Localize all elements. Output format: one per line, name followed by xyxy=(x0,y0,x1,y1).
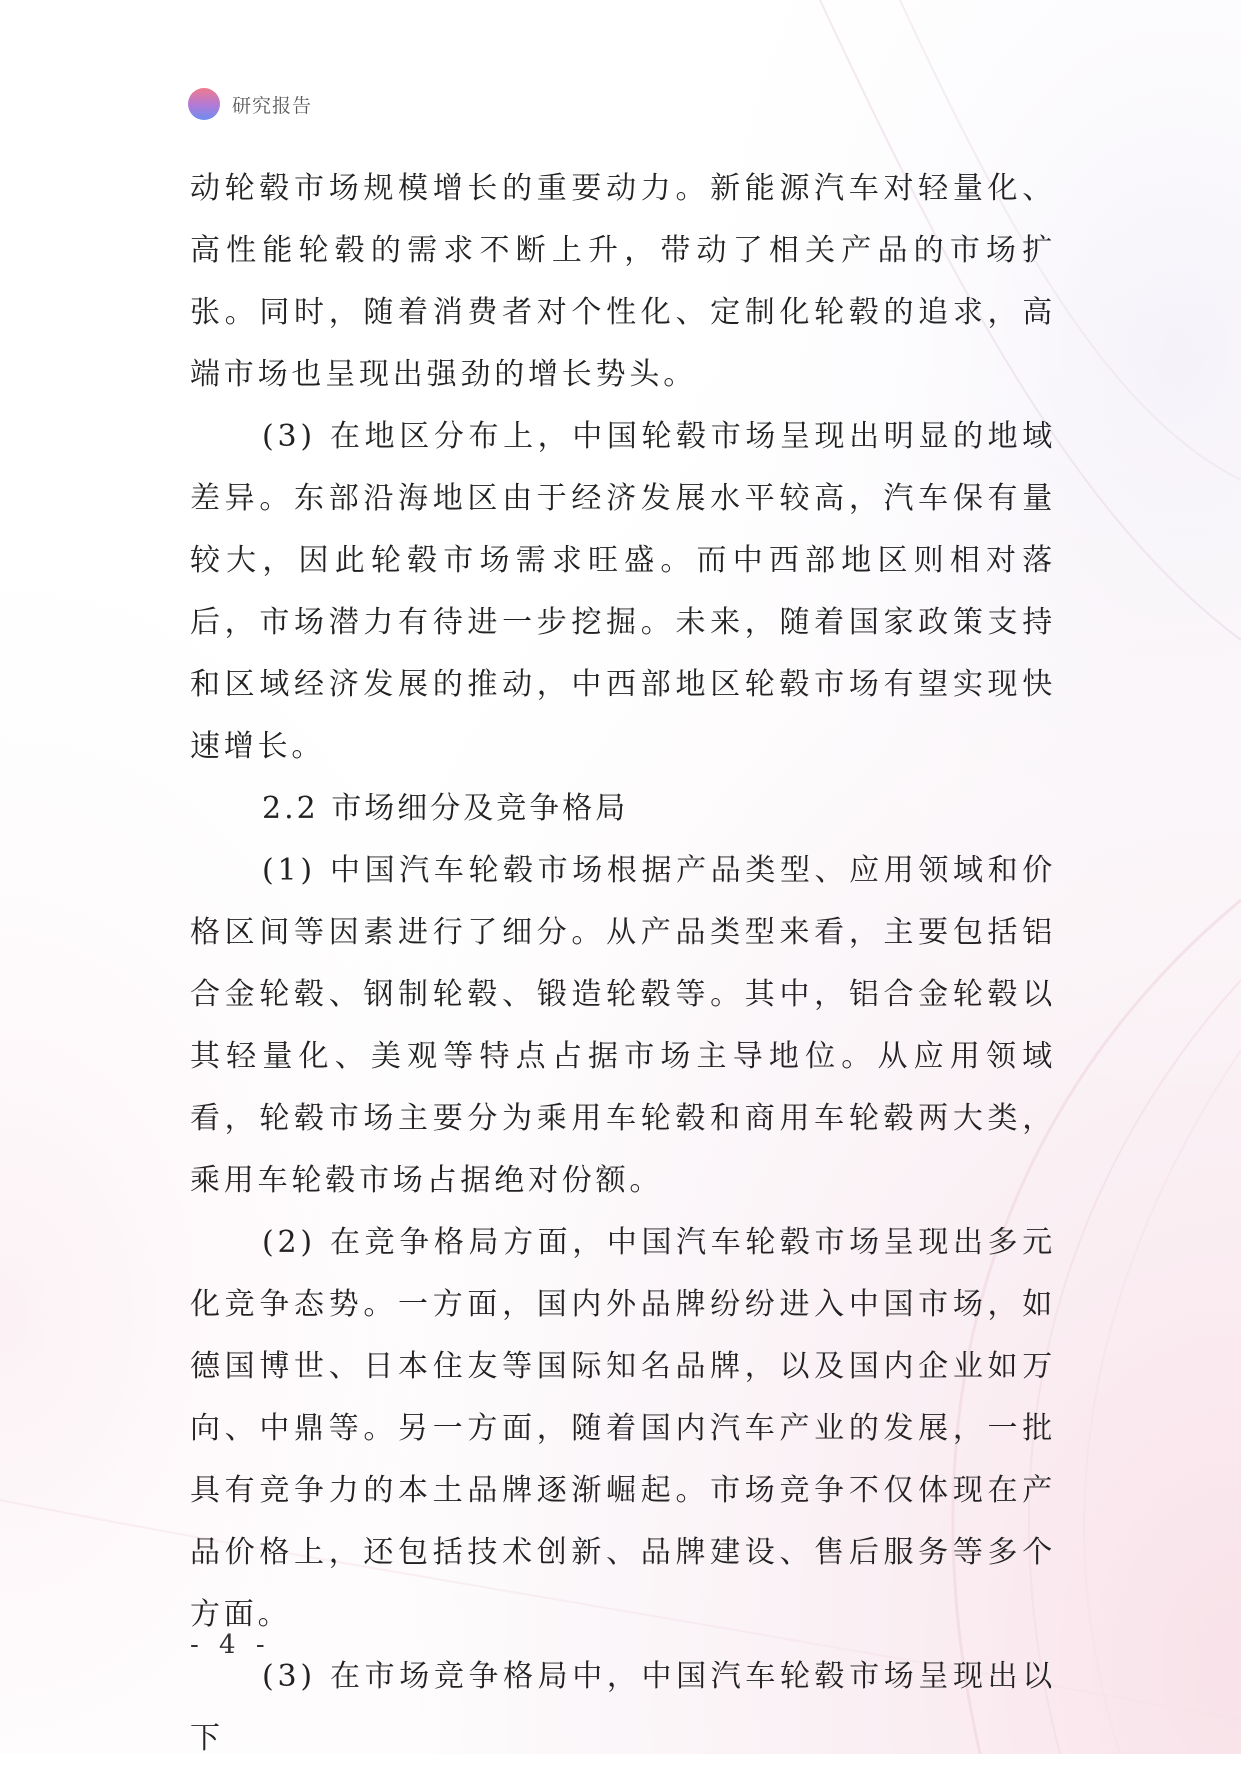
header-title: 研究报告 xyxy=(232,94,313,117)
paragraph-competition-pattern: (3) 在市场竞争格局中，中国汽车轮毂市场呈现出以下 xyxy=(190,1659,1056,1756)
paragraph-regional-distribution: (3) 在地区分布上，中国轮毂市场呈现出明显的地域差异。东部沿海地区由于经济发展水平较高，汽车保有量较大，因此轮毂市场需求旺盛。而中西部地区则相对落后，市场潜力有待进一步挖掘。未来，随着国家政策支持和区域经济发展的推动，中西部地区轮毂市场有望实现快速增长。 xyxy=(190,419,1056,764)
section-heading: 2.2 市场细分及竞争格局 xyxy=(262,791,629,826)
paragraph-competitive-landscape: (2) 在竞争格局方面，中国汽车轮毂市场呈现出多元化竞争态势。一方面，国内外品牌纷纷进入中国市场，如德国博世、日本住友等国际知名品牌，以及国内企业如万向、中鼎等。另一方面，随着国内汽车产业的发展，一批具有竞争力的本土品牌逐渐崛起。市场竞争不仅体现在产品价格上，还包括技术创新、品牌建设、售后服务等多个方面。 xyxy=(190,1225,1056,1632)
paragraph-continuation: 动轮毂市场规模增长的重要动力。新能源汽车对轻量化、高性能轮毂的需求不断上升，带动了相关产品的市场扩张。同时，随着消费者对个性化、定制化轮毂的追求，高端市场也呈现出强劲的增长势头。 xyxy=(190,171,1056,392)
paragraph-market-segmentation: (1) 中国汽车轮毂市场根据产品类型、应用领域和价格区间等因素进行了细分。从产品类型来看，主要包括铝合金轮毂、钢制轮毂、锻造轮毂等。其中，铝合金轮毂以其轻量化、美观等特点占据市场主导地位。从应用领域看，轮毂市场主要分为乘用车轮毂和商用车轮毂两大类，乘用车轮毂市场占据绝对份额。 xyxy=(190,853,1056,1198)
logo-circle-icon xyxy=(188,88,220,120)
report-header xyxy=(188,88,312,120)
page-number: - 4 - xyxy=(190,1630,271,1660)
document-body xyxy=(190,158,1056,1770)
